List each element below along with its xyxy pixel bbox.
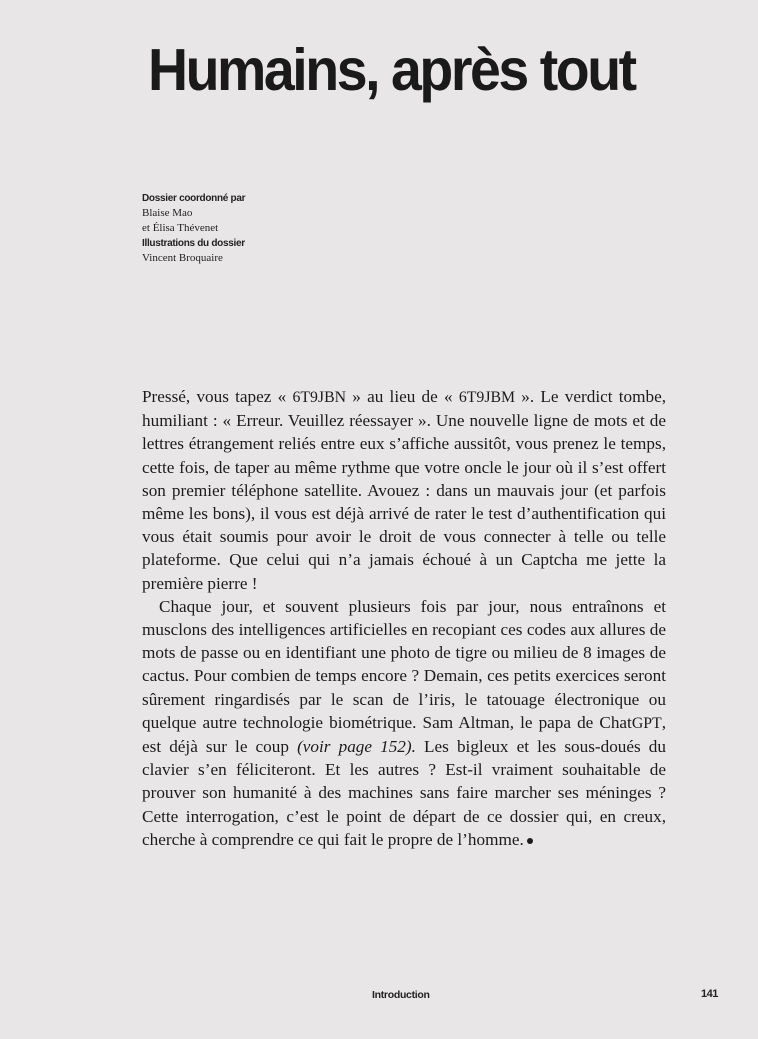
end-mark-icon [527,838,533,844]
page-reference: (voir page 152). [297,737,416,757]
paragraph-intro [142,385,666,595]
coordination-label: Dossier coordonné par [142,193,246,204]
coordinator-name: et Élisa Thévenet [142,222,219,234]
captcha-code: 6T9JBM [458,389,516,406]
coordinator-name: Blaise Mao [142,207,193,219]
footer-section-label: Introduction [372,989,430,1001]
text-run: Les bigleux et les sous-doués du clavier s’en féliciteront. Et les autres ? Est-il vraiment souhaitable de prouver son humanité à des machines sans faire marcher ses méninges ? Cette interrogation, c’est le point de départ de ce dossier qui, en creux, cherche à comprendre ce qui fait le propre de l’homme. [142,737,666,849]
text-run: , est déjà sur le coup [142,712,666,757]
text-run: » au lieu de « [346,387,459,406]
illustrations-label: Illustrations du dossier [142,238,245,249]
chatgpt-smallcaps: GPT [631,714,662,732]
article-body [142,385,666,851]
illustrator-name: Vincent Broquaire [142,252,223,264]
captcha-code: 6T9JBN [292,389,347,406]
text-run: ». Le verdict tombe, humiliant : « Erreur. Veuillez réessayer ». Une nouvelle ligne de mots et de lettres étrangement reliés entre eux s’affiche aussitôt, vous prenez le temps, cette fois, de taper au même rythme que votre oncle le jour où il s’est offert son premier téléphone satellite. Avouez : dans un mauvais jour (et parfois même les bons), il vous est déjà arrivé de rater le test d’authentification qui vous était soumis pour avoir le droit de vous connecter à telle ou telle plateforme. Que celui qui n’a jamais échoué à un Captcha me jette la première pierre ! [142,387,666,593]
paragraph-main [142,595,666,851]
page-title: Humains, après tout [148,37,635,103]
text-run: Chaque jour, et souvent plusieurs fois par jour, nous entraînons et musclons des intelligences artificielles en recopiant ces codes aux allures de mots de passe ou en identifiant une photo de tigre ou milieu de 8 images de cactus. Pour combien de temps encore ? Demain, ces petits exercices seront sûrement ringardisés par le scan de l’iris, le tatouage électronique ou quelque autre technologie biométrique. Sam Altman, le papa de Chat [142,596,666,732]
footer-page-number: 141 [701,988,718,1000]
dossier-credits [142,191,245,266]
text-run: Pressé, vous tapez « [142,387,293,406]
